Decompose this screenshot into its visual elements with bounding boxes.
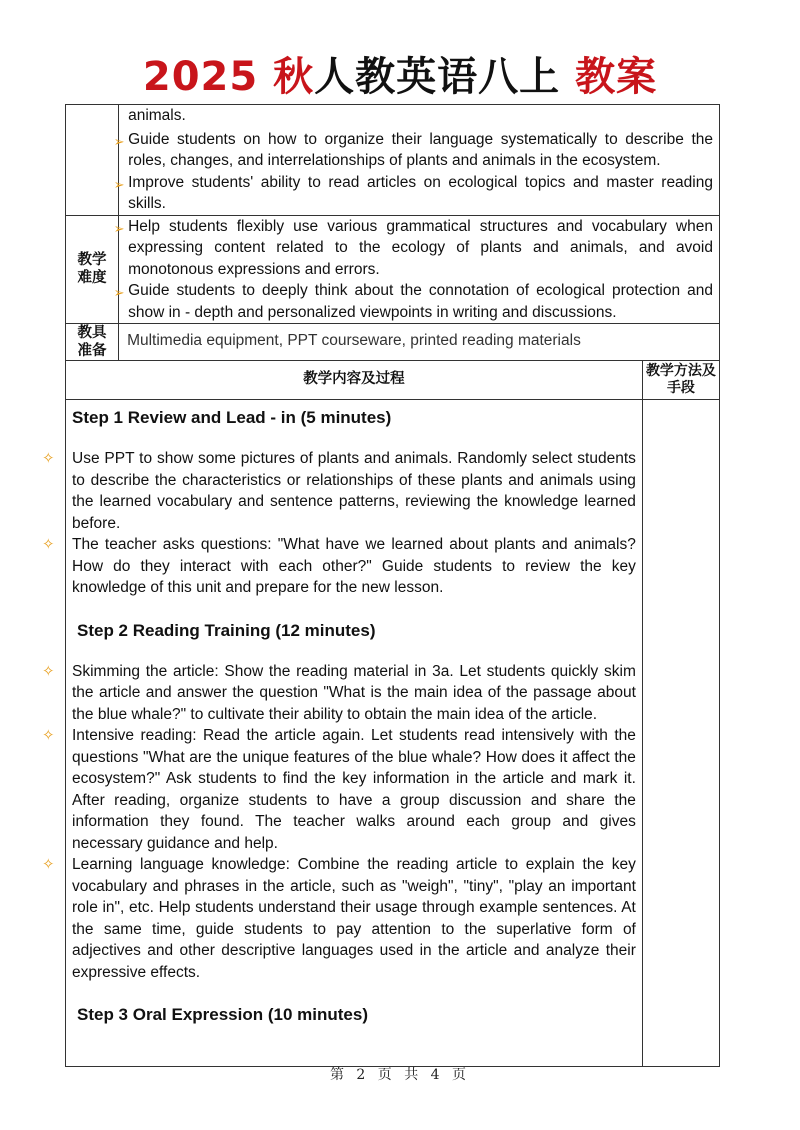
- paragraph-text: Use PPT to show some pictures of plants and animals. Randomly select students to describe the characteristics or relationships of these plants and animals using the learned vocabulary and sentence patterns, reviewing the knowledge learned before.: [72, 450, 636, 532]
- objectives-cell: [113, 105, 720, 216]
- paragraph-text: Learning language knowledge: Combine the reading article to explain the key vocabulary and phrases in the article, such as "weigh", "tiny", "play an important role in", etc. Help students understand their usage through example sentences. At the same time, guide students to pay attention to the superlative form of adjectives and other descriptive languages used in the article and analyze their expressive effects.: [72, 856, 636, 981]
- step-title: Step 1 Review and Lead - in (5 minutes): [72, 408, 392, 427]
- preparation-cell: [119, 324, 720, 361]
- header-title: 人教英语八上: [314, 54, 576, 100]
- preparation-label: 教具准备: [77, 325, 107, 359]
- star-bullet-icon: ✧: [42, 450, 55, 467]
- difficulty-cell: [113, 215, 720, 324]
- objective-item: [66, 172, 713, 215]
- paragraph-text: The teacher asks questions: "What have we learned about plants and animals? How do they interact with each other?" Guide students to review the key knowledge of this unit and prepare for the new lesson.: [72, 536, 636, 596]
- difficulty-label: 教学难度: [77, 252, 107, 287]
- arrow-bullet-icon: ➢: [113, 176, 129, 192]
- step-paragraph: [42, 725, 636, 854]
- preparation-label-cell: [66, 324, 119, 361]
- step-title: Step 3 Oral Expression (10 minutes): [77, 1005, 368, 1024]
- difficulty-item: [66, 216, 713, 281]
- star-bullet-icon: ✧: [42, 856, 55, 873]
- star-bullet-icon: ✧: [42, 727, 55, 744]
- difficulty-row: [66, 215, 720, 324]
- process-content-cell: [42, 400, 643, 1067]
- process-heading-row: [66, 361, 720, 400]
- process-heading: 教学内容及过程: [303, 371, 405, 387]
- process-content-row: [66, 400, 720, 1067]
- page-header: [0, 52, 800, 102]
- header-year: 2025: [142, 54, 274, 100]
- objective-item: [66, 105, 713, 129]
- arrow-bullet-icon: ➢: [113, 133, 129, 149]
- objective-item: [66, 129, 713, 172]
- paragraph-text: Skimming the article: Show the reading material in 3a. Let students quickly skim the article and answer the question "What is the main idea of the passage about the blue whale?" to cultivate their ability to obtain the main idea of the article.: [72, 662, 636, 723]
- paragraph-text: Intensive reading: Read the article again. Let students read intensively with the questions "What are the unique features of the blue whale? How does it affect the ecosystem?" Ask students to find the key information in the article and mark it. After reading, organize students to have a group discussion and share the information they found. The teacher walks around each group and gives necessary guidance and help.: [72, 727, 636, 852]
- method-heading-cell: [642, 361, 719, 400]
- method-content-cell: [642, 400, 719, 1067]
- difficulty-text: Help students flexibly use various grammatical structures and vocabulary when expressing content related to the ecology of plants and animals, and avoid monotonous expressions and errors.: [128, 217, 713, 278]
- header-title-end: 教案: [575, 54, 658, 100]
- objectives-row: [66, 105, 720, 216]
- process-heading-cell: [66, 361, 643, 400]
- star-bullet-icon: ✧: [42, 536, 55, 553]
- header-season: 秋: [273, 54, 315, 100]
- preparation-text: Multimedia equipment, PPT courseware, printed reading materials: [127, 332, 581, 349]
- preparation-row: [66, 324, 720, 361]
- step-paragraph: [42, 448, 636, 534]
- step-paragraph: [42, 534, 636, 599]
- difficulty-item: [66, 280, 713, 323]
- star-bullet-icon: ✧: [42, 662, 55, 680]
- step-paragraph: [42, 854, 636, 983]
- page-footer: 第 2 页 共 4 页: [329, 1067, 471, 1083]
- step-paragraph: [42, 661, 636, 726]
- objective-text: Guide students on how to organize their language systematically to describe the roles, changes, and interrelationships of plants and animals in the ecosystem.: [128, 130, 713, 169]
- lesson-plan-table: [42, 104, 720, 1067]
- arrow-bullet-icon: ➢: [113, 220, 129, 236]
- arrow-bullet-icon: ➢: [113, 285, 129, 300]
- step-title: Step 2 Reading Training (12 minutes): [77, 620, 376, 640]
- method-heading: 教学方法及手段: [645, 363, 716, 396]
- objective-text: Improve students' ability to read articles on ecological topics and master reading skills.: [128, 173, 713, 212]
- difficulty-text: Guide students to deeply think about the connotation of ecological protection and show in - depth and personalized viewpoints in writing and discussions.: [128, 282, 713, 321]
- bullet-spacer: [66, 105, 128, 129]
- objective-text: animals.: [128, 107, 186, 124]
